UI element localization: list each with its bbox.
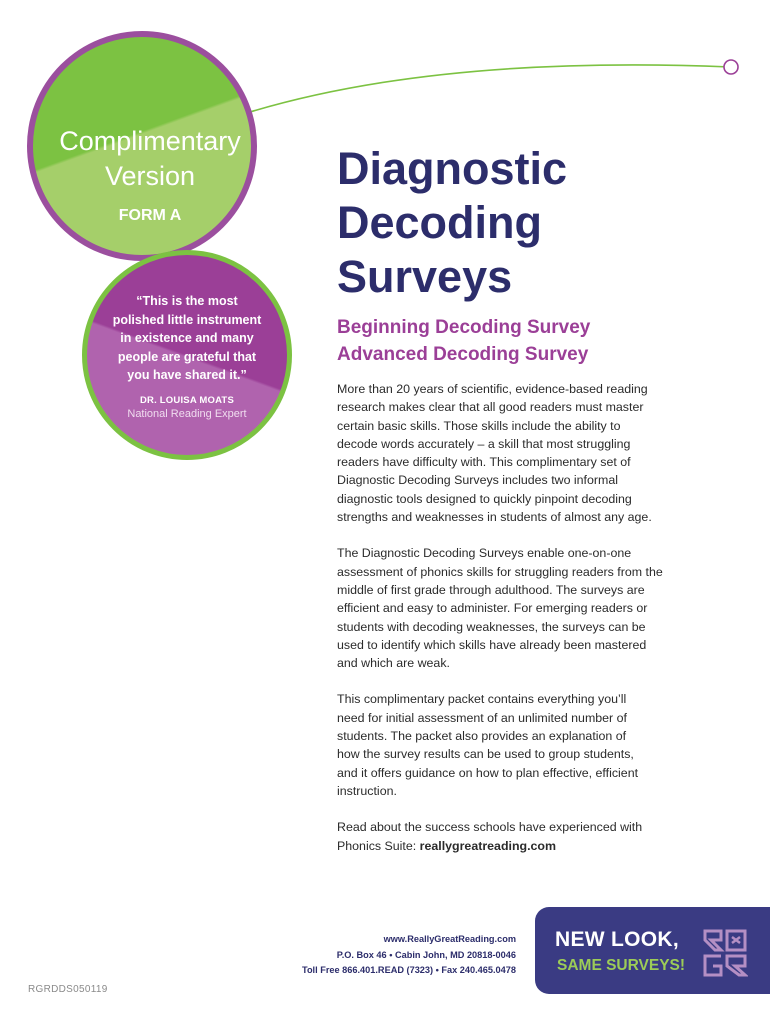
form-label: FORM A [118,207,182,224]
body-line: middle of first grade through adulthood. The surveys are [337,582,645,597]
contact-address [240,932,516,979]
body-line: Phonics Suite: [337,838,420,853]
badge-same-surveys: SAME SURVEYS! [557,957,686,974]
website-link[interactable]: reallygreatreading.com [419,838,557,853]
body-line: More than 20 years of scientific, evidence-based reading [337,382,648,396]
title-line: Decoding [337,197,543,248]
quote-line: “This is the most [136,294,238,308]
quote-line: you have shared it.” [127,368,247,382]
quote-line: people are grateful that [117,349,257,364]
rgr-logo-icon [702,928,748,978]
paragraph-intro [337,380,697,526]
paragraph-assessment [337,544,697,672]
version-line: Version [104,161,196,191]
body-line: efficient and easy to administer. For emerging readers or [337,601,648,616]
title-line: Diagnostic [337,143,568,194]
paragraph-success [337,818,697,855]
document-code: RGRDDS050119 [28,984,108,995]
badge-new-look: NEW LOOK, [555,928,680,951]
quote-author-role: National Reading Expert [127,408,247,420]
footer-phone: Toll Free 866.401.READ (7323) • Fax 240.465.0478 [302,965,516,975]
body-line: decode words accurately – a skill that most struggling [337,436,631,451]
title-line: Surveys [337,251,513,302]
body-line: instruction. [337,783,397,798]
complimentary-version-title [30,124,270,194]
body-line: Read about the success schools have experienced with [337,820,643,835]
body-line: how the survey results can be used to group students, [337,747,634,762]
body-line: students with decoding weaknesses, the surveys can be [337,619,646,634]
quote-line: in existence and many [120,331,254,345]
body-line: This complimentary packet contains everything you’ll [337,692,627,707]
body-line: readers have difficulty with. This complimentary set of [337,455,631,470]
body-copy [337,380,697,873]
paragraph-packet [337,690,697,800]
quote-line: polished little instrument [112,312,262,327]
subtitle-advanced: Advanced Decoding Survey [337,344,589,365]
body-line: certain basic skills. Those skills include the ability to [337,418,621,433]
body-line: need for initial assessment of an unlimited number of [337,710,627,725]
complimentary-line: Complimentary [59,126,241,156]
body-line: diagnostic tools designed to quickly pinpoint decoding [337,491,632,506]
quote-author: DR. LOUISA MOATS [140,395,234,406]
body-line: students. The packet also provides an explanation of [337,729,627,744]
body-line: Diagnostic Decoding Surveys includes two informal [337,473,618,488]
body-line: assessment of phonics skills for struggling readers from the [337,564,663,579]
footer-postal-address: P.O. Box 46 • Cabin John, MD 20818-0046 [336,949,516,960]
footer-website[interactable]: www.ReallyGreatReading.com [383,934,516,944]
survey-subtitles [337,314,757,368]
body-line: strengths and weaknesses in students of almost any age. [337,510,652,525]
testimonial-quote [92,292,282,385]
subtitle-beginning: Beginning Decoding Survey [337,317,591,338]
body-line: and it offers guidance on how to plan effective, efficient [337,765,639,780]
body-line: research makes clear that all good readers must master [337,400,644,415]
body-line: The Diagnostic Decoding Surveys enable one-on-one [337,546,632,561]
page-title [337,142,757,304]
body-line: used to identify which skills have already been mastered [337,637,647,652]
body-line: and which are weak. [337,656,450,671]
